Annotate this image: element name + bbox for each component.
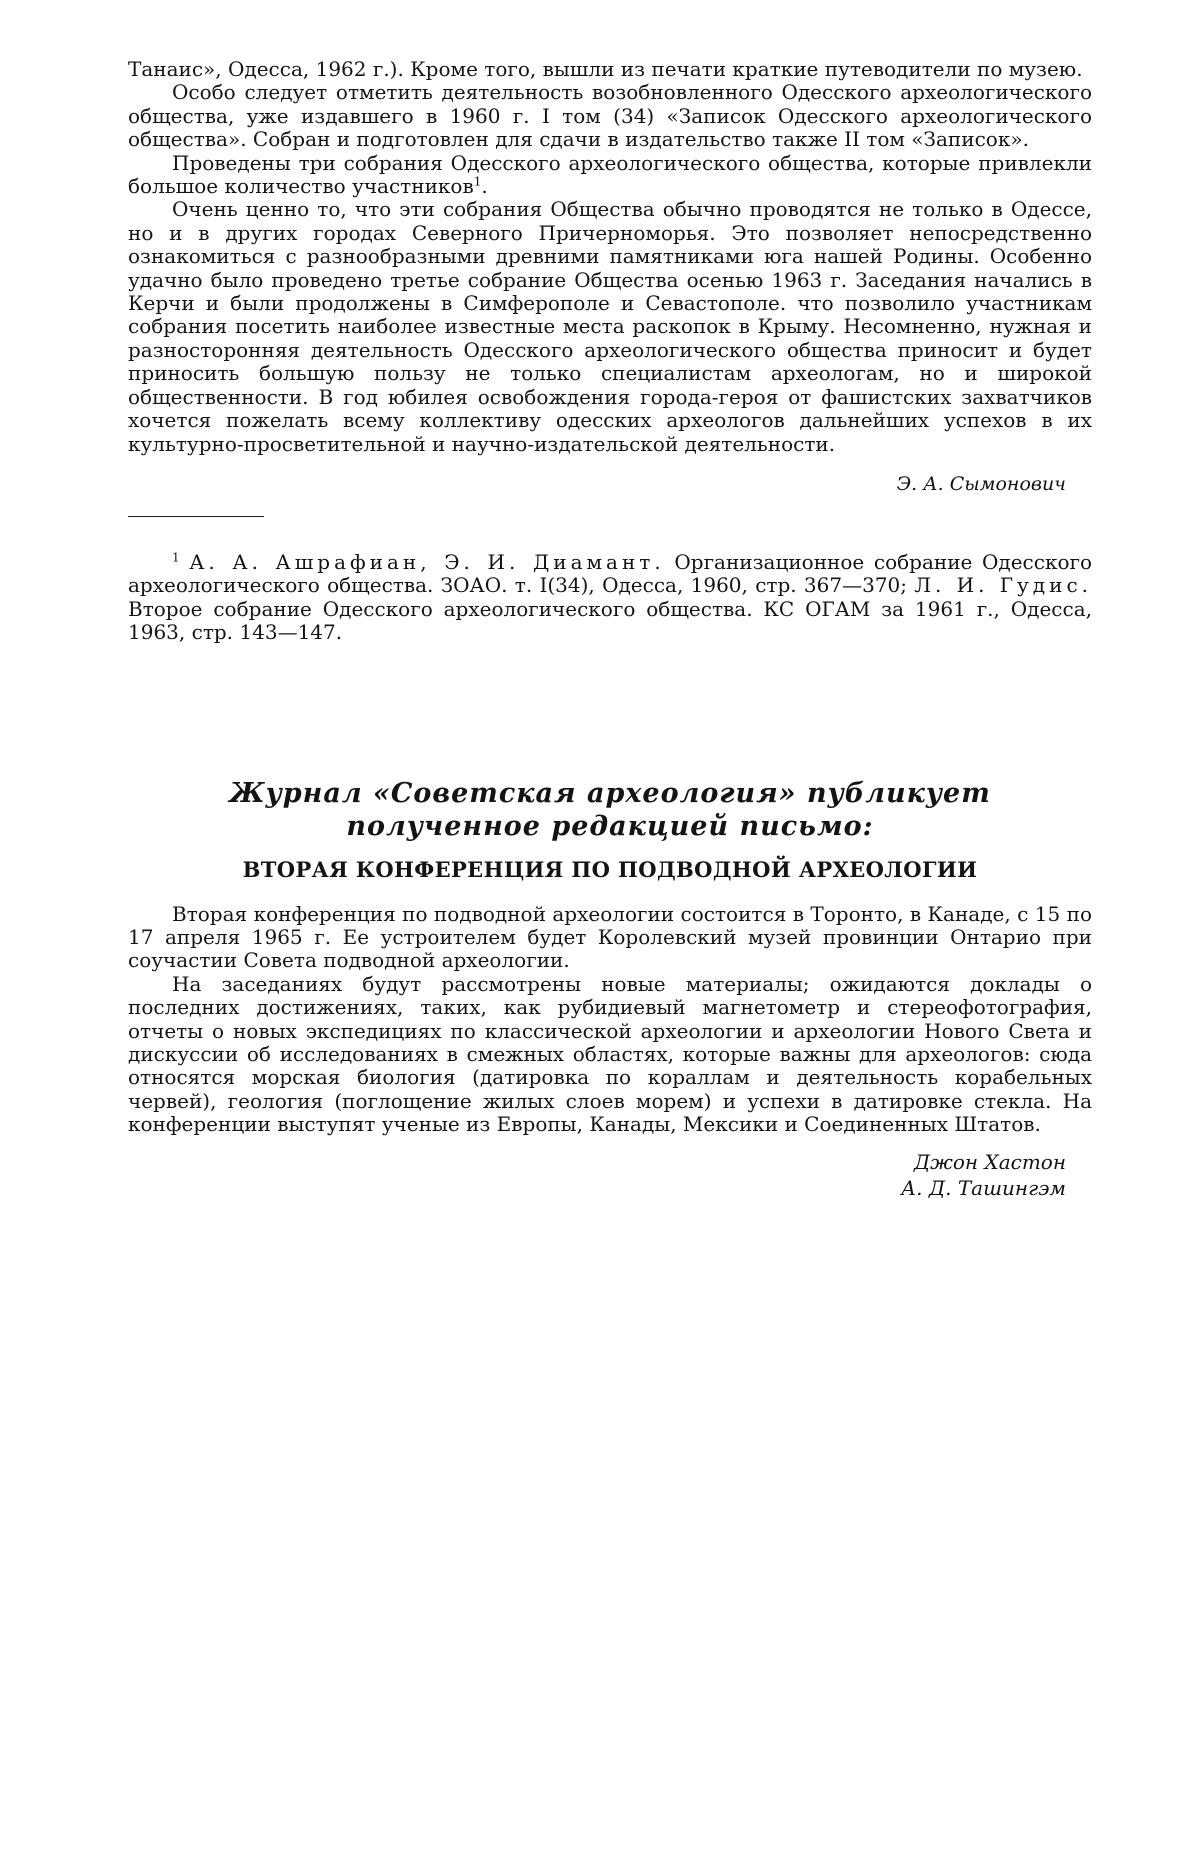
paragraph-3-text: Проведены три собрания Одесского археологического общества, которые привлекли большое количество участников	[128, 150, 1092, 199]
paragraph-4: Очень ценно то, что эти собрания Общества обычно проводятся не только в Одессе, но и в других городах Северного Причерноморья. Это позволяет непосредственно ознакомиться с разнообразными древними памятниками юга нашей Родины. Особенно удачно было проведено третье собрание Общества осенью 1963 г. Заседания начались в Керчи и были продолжены в Симферополе и Севастополе. что позволило участникам собрания посетить наиболее известные места раскопок в Крыму. Несомненно, нужная и разносторонняя деятельность Одесского археологического общества приносит и будет приносить большую пользу не только специалистам археологам, но и широкой общественности. В год юбилея освобождения города-героя от фашистских захватчиков хочется пожелать всему коллективу одесских археологов дальнейших успехов в их культурно-просветительной и научно-издательской деятельности.	[128, 197, 1092, 456]
page	[128, 58, 1092, 1201]
footnote-divider	[128, 516, 264, 517]
signature-tashingham: А. Д. Ташингэм	[901, 1175, 1066, 1200]
footnote-ref: 1	[473, 174, 482, 189]
intro-heading	[128, 777, 1092, 843]
signature-huston: Джон Хастон	[913, 1149, 1066, 1174]
author-signature: Э. А. Сымонович	[896, 472, 1066, 495]
article-underwater-archaeology	[128, 777, 1092, 1201]
letter-signatures	[128, 1149, 1092, 1201]
article-odessa-museum	[128, 58, 1092, 496]
intro-line-2: полученное редакцией письмо:	[346, 810, 874, 842]
paragraph-3-end: .	[481, 174, 488, 199]
footnote-marker: 1	[172, 550, 180, 565]
paragraph-1: Танаис», Одесса, 1962 г.). Кроме того, вышли из печати краткие путеводители по музею.	[128, 57, 1083, 81]
footnote	[128, 551, 1092, 645]
footnote-text	[128, 551, 1092, 645]
article-title: ВТОРАЯ КОНФЕРЕНЦИЯ ПО ПОДВОДНОЙ АРХЕОЛОГИИ	[242, 856, 978, 882]
footnote-author-1: А. А. Ашрафиан, Э. И. Диамант.	[189, 549, 665, 574]
footnote-citation-1: Организационное собрание Одесского археологического общества. ЗОАО. т. I(34), Одесса, 1960, стр. 367—370;	[128, 549, 1093, 598]
article2-paragraph-1: Вторая конференция по подводной археологии состоится в Торонто, в Канаде, с 15 по 17 апреля 1965 г. Ее устроителем будет Королевский музей провинции Онтарио при соучастии Совета подводной археологии.	[128, 901, 1092, 973]
paragraph-2: Особо следует отметить деятельность возобновленного Одесского археологического общества, уже издавшего в 1960 г. I том (34) «Записок Одесского археологического общества». Собран и подготовлен для сдачи в издательство также II том «Записок».	[128, 80, 1092, 152]
intro-line-1: Журнал «Советская археология» публикует	[229, 777, 991, 809]
article2-paragraph-2: На заседаниях будут рассмотрены новые материалы; ожидаются доклады о последних достижениях, таких, как рубидиевый магнетометр и стереофотография, отчеты о новых экспедициях по классической археологии и археологии Нового Света и дискуссии об исследованиях в смежных областях, которые важны для археологов: сюда относятся морская биология (датировка по кораллам и деятельность корабельных червей), геология (поглощение жилых слоев морем) и успехи в датировке стекла. На конференции выступят ученые из Европы, Канады, Мексики и Соединенных Штатов.	[128, 971, 1092, 1137]
footnote-citation-2: Второе собрание Одесского археологического общества. КС ОГАМ за 1961 г., Одесса, 1963, стр. 143—147.	[128, 596, 1092, 645]
paragraph-3	[128, 152, 1092, 199]
footnote-author-2: Л. И. Гудис.	[914, 573, 1092, 598]
article-body	[128, 903, 1092, 1137]
